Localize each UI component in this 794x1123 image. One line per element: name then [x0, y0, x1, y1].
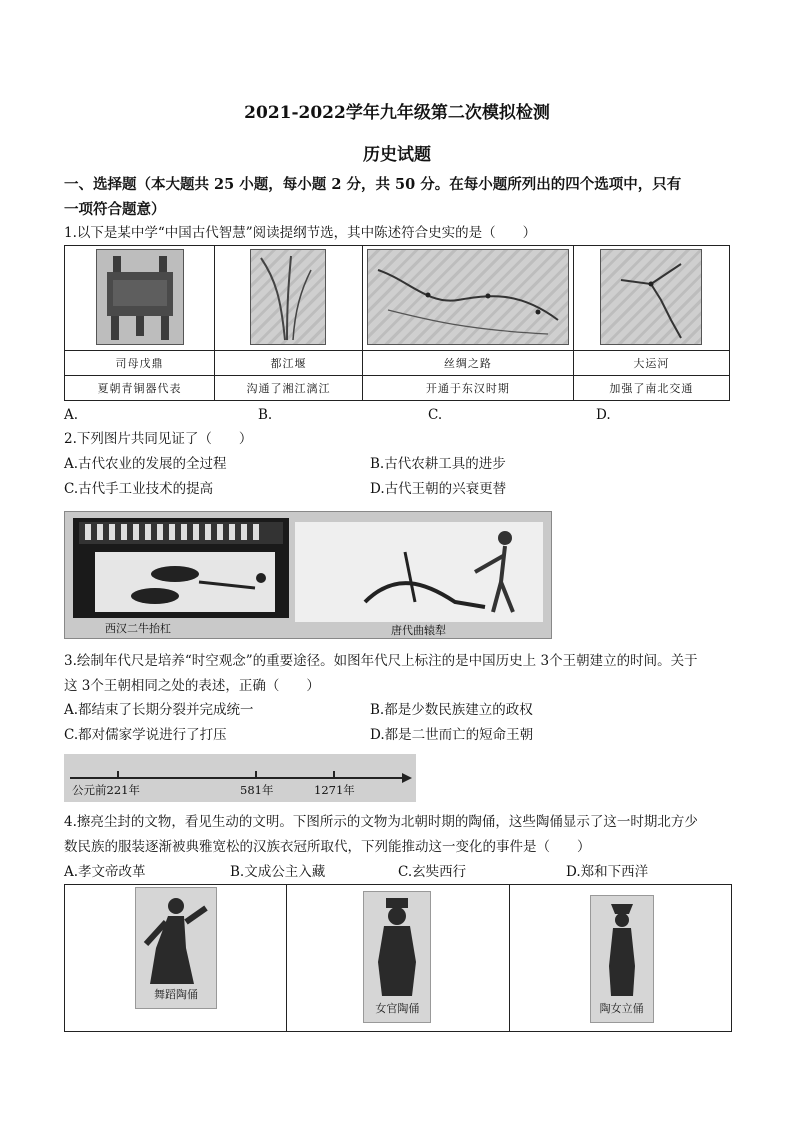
q4-option-a[interactable]: A.孝文帝改革 [64, 864, 146, 880]
q1-stem: 1.以下是某中学“中国古代智慧”阅读提纲节选，其中陈述符合史实的是（ ） [64, 225, 537, 241]
q1-image-cell [362, 246, 573, 351]
q2-option-a[interactable]: A.古代农业的发展的全过程 [64, 456, 227, 472]
dujiangyan-map-image [250, 249, 326, 345]
court-lady-figurine-image [363, 891, 431, 1023]
exam-title: 2021-2022学年九年级第二次模拟检测 [244, 103, 550, 123]
q4-figure-caption: 女官陶俑 [375, 1002, 420, 1015]
q4-option-c[interactable]: C.玄奘西行 [398, 864, 467, 880]
q3-option-d[interactable]: D.都是二世而亡的短命王朝 [370, 727, 534, 743]
q2-stem: 2.下列图片共同见证了（ ） [64, 431, 253, 447]
q3-stem-line1: 3.绘制年代尺是培养“时空观念”的重要途径。如图年代尺上标注的是中国历史上 3个王朝建立的时间。关于 [64, 653, 698, 669]
q2-caption-left: 西汉二牛抬杠 [105, 622, 171, 635]
q1-table [64, 245, 730, 401]
q1-option-b[interactable]: B. [258, 407, 273, 423]
q4-figure-table [64, 884, 732, 1032]
standing-lady-figurine-image [590, 895, 654, 1023]
q4-stem-line2: 数民族的服装逐渐被典雅宽松的汉族衣冠所取代，下列能推动这一变化的事件是（ ） [64, 839, 591, 855]
q3-timeline-label: 581年 [240, 783, 274, 797]
q1-image-cell [65, 246, 215, 351]
q1-item-desc: 夏朝青铜器代表 [65, 376, 215, 401]
q1-option-c[interactable]: C. [428, 407, 443, 423]
q4-option-b[interactable]: B.文成公主入藏 [230, 864, 326, 880]
q3-option-a[interactable]: A.都结束了长期分裂并完成统一 [64, 702, 254, 718]
silk-road-map-image [367, 249, 569, 345]
q2-farming-image [64, 511, 552, 639]
q1-item-desc: 沟通了湘江漓江 [215, 376, 363, 401]
q1-option-d[interactable]: D. [596, 407, 611, 423]
q4-figure-caption: 舞蹈陶俑 [154, 988, 198, 1001]
q4-figure-cell [510, 885, 731, 1031]
q3-timeline-label: 公元前221年 [72, 783, 140, 797]
q1-item-name: 司母戊鼎 [65, 351, 215, 376]
q2-option-c[interactable]: C.古代手工业技术的提高 [64, 481, 214, 497]
section-heading-line2: 一项符合题意） [64, 201, 166, 218]
q1-item-desc: 加强了南北交通 [573, 376, 729, 401]
q1-item-name: 都江堰 [215, 351, 363, 376]
q2-caption-right: 唐代曲辕犁 [391, 624, 446, 637]
q3-timeline [64, 754, 416, 802]
q1-option-a[interactable]: A. [64, 407, 79, 423]
q2-option-b[interactable]: B.古代农耕工具的进步 [370, 456, 506, 472]
q4-figure-cell [287, 885, 509, 1031]
q1-image-cell [573, 246, 729, 351]
q3-option-b[interactable]: B.都是少数民族建立的政权 [370, 702, 533, 718]
q3-timeline-label: 1271年 [314, 783, 355, 797]
q4-option-d[interactable]: D.郑和下西洋 [566, 864, 649, 880]
q4-stem-line1: 4.擦亮尘封的文物，看见生动的文明。下图所示的文物为北朝时期的陶俑，这些陶俑显示了这一时期北方少 [64, 814, 698, 830]
q2-option-d[interactable]: D.古代王朝的兴衰更替 [370, 481, 507, 497]
q4-figure-caption: 陶女立俑 [599, 1002, 644, 1015]
q1-item-name: 大运河 [573, 351, 729, 376]
q1-item-name: 丝绸之路 [362, 351, 573, 376]
grand-canal-map-image [600, 249, 702, 345]
ding-vessel-image [96, 249, 184, 345]
q3-stem-line2: 这 3个王朝相同之处的表述，正确（ ） [64, 678, 320, 694]
q1-image-cell [215, 246, 363, 351]
exam-subtitle: 历史试题 [363, 145, 431, 165]
q1-item-desc: 开通于东汉时期 [362, 376, 573, 401]
section-heading-line1: 一、选择题（本大题共 25 小题，每小题 2 分，共 50 分。在每小题所列出的四个选项中，只有 [64, 176, 682, 193]
q3-option-c[interactable]: C.都对儒家学说进行了打压 [64, 727, 227, 743]
q4-figure-cell [65, 885, 287, 1031]
dancing-figurine-image [135, 887, 217, 1009]
